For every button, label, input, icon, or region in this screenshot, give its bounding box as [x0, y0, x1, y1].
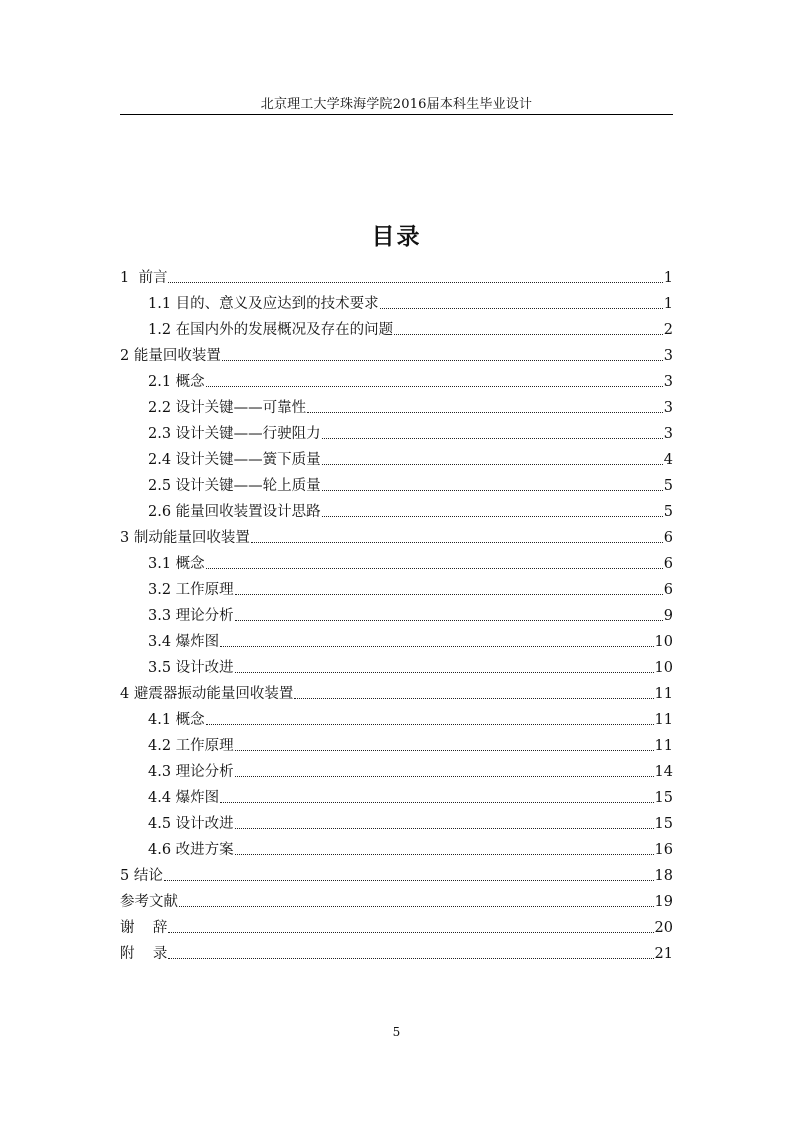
- toc-entry-label: 3.3 理论分析: [148, 608, 234, 624]
- toc-entry-page: 3: [663, 400, 673, 416]
- toc-entry[interactable]: [148, 444, 673, 470]
- toc-entry-page: 2: [663, 322, 673, 338]
- toc-entry-label: 2.3 设计关键——行驶阻力: [148, 426, 321, 442]
- toc-entry-label: 谢 辞: [120, 920, 168, 936]
- toc-entry-label: 2.2 设计关键——可靠性: [148, 400, 307, 416]
- toc-entry[interactable]: [148, 392, 673, 418]
- toc-dot-leader: [322, 516, 663, 517]
- toc-entry-label: 4.2 工作原理: [148, 738, 234, 754]
- toc-entry-page: 3: [663, 374, 673, 390]
- toc-entry-page: 11: [654, 738, 673, 754]
- toc-entry-page: 21: [654, 946, 673, 962]
- toc-entry[interactable]: [120, 912, 673, 938]
- toc-entry-label: 3.2 工作原理: [148, 582, 234, 598]
- toc-dot-leader: [322, 438, 663, 439]
- toc-entry-page: 18: [654, 868, 673, 884]
- toc-dot-leader: [251, 542, 663, 543]
- toc-entry-label: 5 结论: [120, 868, 163, 884]
- toc-title: 目录: [371, 224, 422, 250]
- toc-entry-label: 4.5 设计改进: [148, 816, 234, 832]
- toc-dot-leader: [222, 360, 663, 361]
- toc-dot-leader: [220, 646, 653, 647]
- toc-entry-label: 2.6 能量回收装置设计思路: [148, 504, 321, 520]
- toc-entry-page: 5: [663, 504, 673, 520]
- toc-dot-leader: [235, 776, 654, 777]
- toc-dot-leader: [235, 828, 654, 829]
- toc-entry-page: 1: [663, 270, 673, 286]
- toc-entry-page: 16: [654, 842, 673, 858]
- toc-dot-leader: [206, 568, 663, 569]
- toc-dot-leader: [322, 464, 663, 465]
- toc-entry[interactable]: [148, 626, 673, 652]
- toc-entry-label: 3.1 概念: [148, 556, 205, 572]
- toc-entry-page: 5: [663, 478, 673, 494]
- toc-dot-leader: [168, 932, 653, 933]
- toc-entry[interactable]: [148, 652, 673, 678]
- toc-entry-label: 1.2 在国内外的发展概况及存在的问题: [148, 322, 394, 338]
- toc-entry-page: 11: [654, 686, 673, 702]
- toc-entry-label: 1.1 目的、意义及应达到的技术要求: [148, 296, 379, 312]
- toc-entry[interactable]: [120, 860, 673, 886]
- toc-entry[interactable]: [148, 782, 673, 808]
- toc-entry[interactable]: [148, 548, 673, 574]
- toc-entry-page: 10: [654, 634, 673, 650]
- toc-dot-leader: [164, 880, 654, 881]
- toc-dot-leader: [235, 620, 663, 621]
- toc-entry[interactable]: [148, 470, 673, 496]
- toc-entry[interactable]: [120, 886, 673, 912]
- toc-entry[interactable]: [120, 262, 673, 288]
- toc-entry-label: 参考文献: [120, 894, 178, 910]
- toc-dot-leader: [294, 698, 653, 699]
- toc-entry[interactable]: [148, 808, 673, 834]
- page-number: 5: [392, 1025, 401, 1039]
- toc-entry-label: 4.3 理论分析: [148, 764, 234, 780]
- toc-dot-leader: [168, 958, 653, 959]
- toc-entry-label: 3.5 设计改进: [148, 660, 234, 676]
- toc-entry-page: 15: [654, 790, 673, 806]
- toc-entry[interactable]: [148, 418, 673, 444]
- toc-dot-leader: [235, 750, 654, 751]
- toc-entry-page: 1: [663, 296, 673, 312]
- toc-entry[interactable]: [148, 834, 673, 860]
- toc-entry-page: 20: [654, 920, 673, 936]
- toc-entry[interactable]: [120, 938, 673, 964]
- toc-entry-page: 3: [663, 426, 673, 442]
- toc-dot-leader: [394, 334, 663, 335]
- toc-entry-page: 19: [654, 894, 673, 910]
- toc-entry-page: 6: [663, 556, 673, 572]
- toc-dot-leader: [206, 724, 654, 725]
- toc-entry-label: 3 制动能量回收装置: [120, 530, 250, 546]
- toc-dot-leader: [235, 854, 654, 855]
- toc-entry[interactable]: [148, 288, 673, 314]
- toc-dot-leader: [235, 672, 654, 673]
- toc-entry-label: 4.6 改进方案: [148, 842, 234, 858]
- running-header: 北京理工大学珠海学院2016届本科生毕业设计: [260, 97, 533, 112]
- toc-entry-page: 4: [663, 452, 673, 468]
- toc-entry-label: 3.4 爆炸图: [148, 634, 220, 650]
- toc-entry-label: 4.4 爆炸图: [148, 790, 220, 806]
- toc-entry-page: 9: [663, 608, 673, 624]
- toc-entry[interactable]: [120, 522, 673, 548]
- toc-entry[interactable]: [148, 704, 673, 730]
- toc-entry-label: 附 录: [120, 946, 168, 962]
- toc-entry[interactable]: [120, 678, 673, 704]
- toc-entry[interactable]: [148, 366, 673, 392]
- header-divider: [120, 114, 673, 115]
- toc-entry-page: 6: [663, 582, 673, 598]
- toc-dot-leader: [206, 386, 663, 387]
- toc-entry[interactable]: [148, 314, 673, 340]
- toc-entry-label: 2.4 设计关键——簧下质量: [148, 452, 321, 468]
- toc-entry[interactable]: [120, 340, 673, 366]
- toc-dot-leader: [307, 412, 663, 413]
- toc-entry-label: 4.1 概念: [148, 712, 205, 728]
- toc-entry[interactable]: [148, 756, 673, 782]
- toc-entry-label: 2 能量回收装置: [120, 348, 221, 364]
- toc-dot-leader: [168, 282, 662, 283]
- toc-entry-label: 1 前言: [120, 270, 168, 286]
- toc-dot-leader: [380, 308, 663, 309]
- toc-entry-page: 15: [654, 816, 673, 832]
- toc-dot-leader: [235, 594, 663, 595]
- toc-entry-page: 10: [654, 660, 673, 676]
- toc-entry[interactable]: [148, 600, 673, 626]
- toc-entry[interactable]: [148, 730, 673, 756]
- toc-entry-label: 4 避震器振动能量回收装置: [120, 686, 294, 702]
- toc-entry-page: 3: [663, 348, 673, 364]
- toc-entry-page: 14: [654, 764, 673, 780]
- toc-entry[interactable]: [148, 574, 673, 600]
- toc-entry-page: 6: [663, 530, 673, 546]
- toc-entry-label: 2.5 设计关键——轮上质量: [148, 478, 321, 494]
- toc-entry-page: 11: [654, 712, 673, 728]
- toc-dot-leader: [322, 490, 663, 491]
- toc-dot-leader: [220, 802, 653, 803]
- toc-dot-leader: [179, 906, 654, 907]
- toc-entry-label: 2.1 概念: [148, 374, 205, 390]
- toc-entry[interactable]: [148, 496, 673, 522]
